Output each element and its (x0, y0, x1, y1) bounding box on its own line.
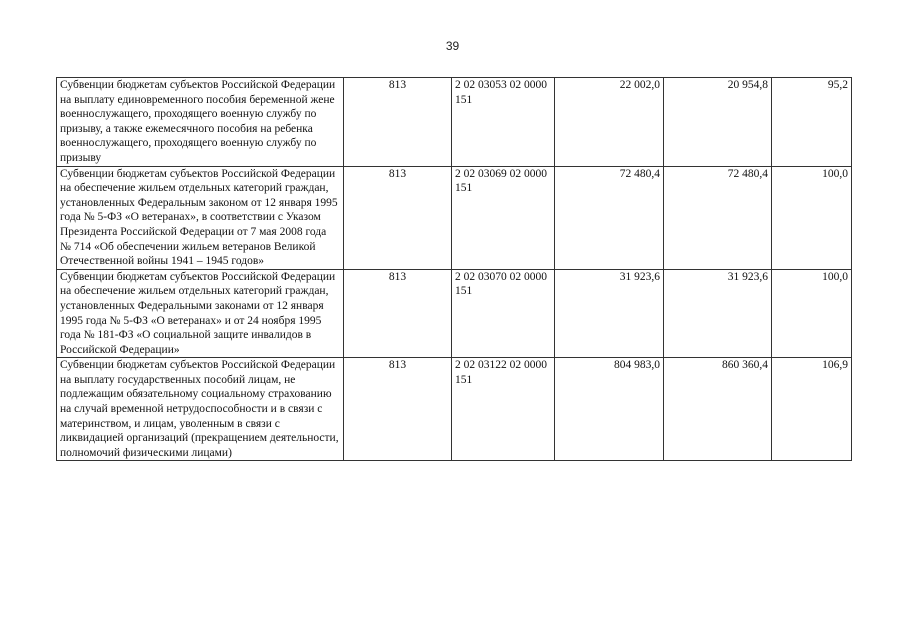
row-admin-code-cell: 813 (344, 269, 452, 358)
row-budget-code-cell (452, 358, 555, 461)
budget-code-text: 2 02 03053 02 0000 151 (455, 79, 547, 106)
row-percent-cell: 95,2 (772, 78, 852, 167)
row-percent-cell: 100,0 (772, 269, 852, 358)
row-value-2-cell: 72 480,4 (664, 166, 772, 269)
row-value-2-cell: 860 360,4 (664, 358, 772, 461)
table-row (57, 166, 852, 269)
row-admin-code-cell: 813 (344, 166, 452, 269)
row-name-cell: Субвенции бюджетам субъектов Российской Федерации на выплату государственных пособий лицам, не подлежащим обязательному социальному страхованию на случай временной нетрудоспособности и в связи с материнством, и лицам, уволенным в связи с ликвидацией организаций (прекращением деятельности, полномочий физическими лицами) (57, 358, 344, 461)
row-admin-code-cell: 813 (344, 358, 452, 461)
table-row (57, 269, 852, 358)
row-value-2-cell: 20 954,8 (664, 78, 772, 167)
row-name-cell: Субвенции бюджетам субъектов Российской Федерации на выплату единовременного пособия беременной жене военнослужащего, проходящего военную службу по призыву, а также ежемесячного пособия на ребенка военнослужащего, проходящего военную службу по призыву (57, 78, 344, 167)
row-value-1-cell: 31 923,6 (555, 269, 664, 358)
row-value-1-cell: 72 480,4 (555, 166, 664, 269)
row-name-cell: Субвенции бюджетам субъектов Российской Федерации на обеспечение жильем отдельных категорий граждан, установленных Федеральными законами от 12 января 1995 года № 5-ФЗ «О ветеранах» и от 24 ноября 1995 года № 181-ФЗ «О социальной защите инвалидов в Российской Федерации» (57, 269, 344, 358)
row-budget-code-cell (452, 78, 555, 167)
row-budget-code-cell (452, 166, 555, 269)
row-value-1-cell: 804 983,0 (555, 358, 664, 461)
budget-code-text: 2 02 03070 02 0000 151 (455, 270, 547, 298)
row-admin-code-cell: 813 (344, 78, 452, 167)
row-percent-cell: 100,0 (772, 166, 852, 269)
budget-table (56, 77, 852, 461)
row-percent-cell: 106,9 (772, 358, 852, 461)
table-row (57, 78, 852, 167)
row-budget-code-cell (452, 269, 555, 358)
row-value-1-cell: 22 002,0 (555, 78, 664, 167)
row-name-cell: Субвенции бюджетам субъектов Российской Федерации на обеспечение жильем отдельных категорий граждан, установленных Федеральным законом от 12 января 1995 года № 5-ФЗ «О ветеранах», в соответствии с Указом Президента Российской Федерации от 7 мая 2008 года № 714 «Об обеспечении жильем ветеранов Великой Отечественной войны 1941 – 1945 годов» (57, 166, 344, 269)
table-row (57, 358, 852, 461)
page-number: 39 (445, 39, 460, 53)
row-value-2-cell: 31 923,6 (664, 269, 772, 358)
budget-code-text: 2 02 03069 02 0000 151 (455, 167, 547, 195)
budget-code-text: 2 02 03122 02 0000 151 (455, 359, 547, 386)
